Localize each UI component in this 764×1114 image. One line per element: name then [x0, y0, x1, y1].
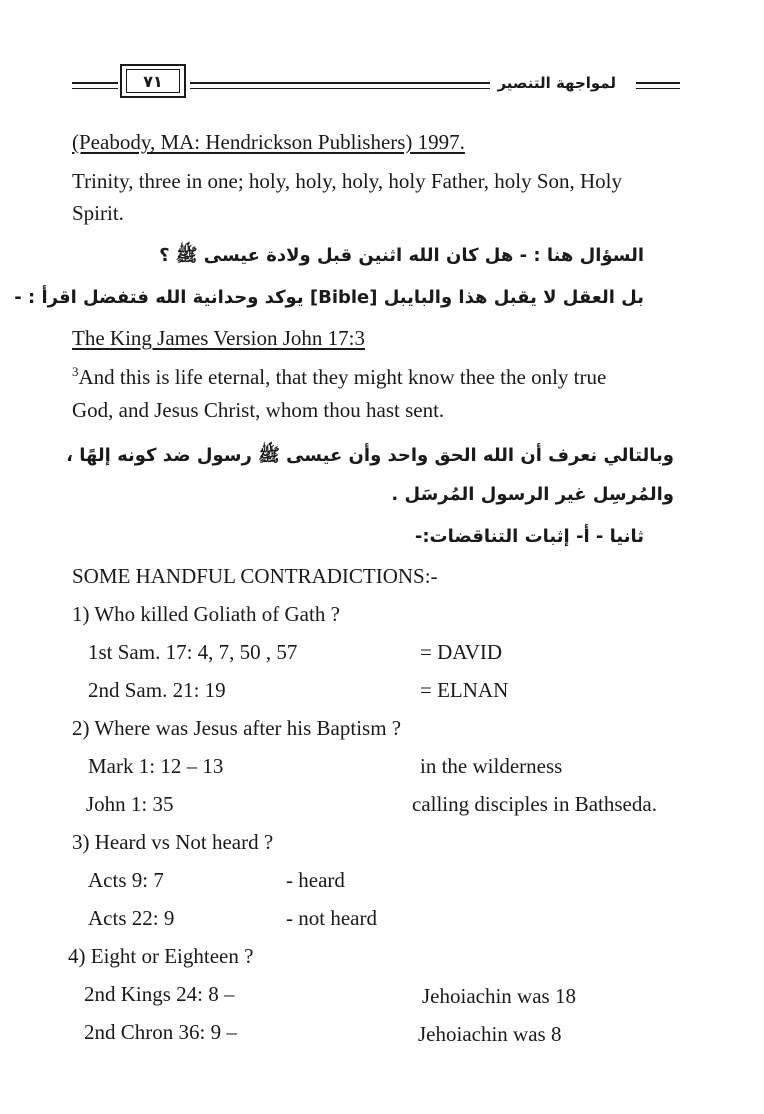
verse-text-1: And this is life eternal, that they might know thee the only true	[78, 365, 607, 389]
running-title: لمواجهة التنصير	[497, 74, 616, 92]
reference: John 1: 35	[86, 792, 174, 816]
answer: Jehoiachin was 8	[418, 1022, 562, 1046]
reference: 2nd Kings 24: 8 –	[84, 982, 235, 1006]
verse-line-2: God, and Jesus Christ, whom thou hast sent.	[72, 398, 445, 422]
answer: in the wilderness	[420, 754, 563, 778]
question-arabic: السؤال هنا : - هل كان الله اثنين قبل ولادة عيسى ﷺ ؟	[159, 245, 644, 266]
page-number-box	[120, 64, 186, 98]
reference: Mark 1: 12 – 13	[88, 754, 224, 778]
answer: - heard	[286, 868, 345, 892]
conclusion-arabic-2: والمُرسِل غير الرسول المُرسَل .	[391, 484, 674, 505]
answer: = ELNAN	[420, 678, 509, 702]
conclusion-arabic-1: وبالتالي نعرف أن الله الحق واحد وأن عيسى ﷺ رسول ضد كونه إلهًا ،	[66, 445, 674, 466]
reference: Acts 9: 7	[88, 868, 164, 892]
answer: Jehoiachin was 18	[422, 984, 576, 1008]
page-number: ٧١	[126, 69, 180, 93]
contradiction-question: 1) Who killed Goliath of Gath ?	[72, 602, 340, 626]
answer: - not heard	[286, 906, 377, 930]
trinity-line-2: Spirit.	[72, 201, 124, 225]
section-heading-arabic: ثانيا - أ- إثبات التناقضات:-	[414, 526, 644, 547]
reference: 2nd Chron 36: 9 –	[84, 1020, 237, 1044]
contradiction-question: 3) Heard vs Not heard ?	[72, 830, 274, 854]
header-rule-mid-bottom	[190, 88, 490, 89]
reference: 1st Sam. 17: 4, 7, 50 , 57	[88, 640, 298, 664]
answer: calling disciples in Bathseda.	[412, 792, 657, 816]
kjv-reference: The King James Version John 17:3	[72, 326, 366, 350]
verse-line-1	[72, 364, 606, 390]
verse-number: 3	[72, 364, 79, 379]
section-heading-english: SOME HANDFUL CONTRADICTIONS:-	[72, 564, 438, 588]
header-rule-right-bottom	[636, 88, 680, 89]
reason-arabic: بل العقل لا يقبل هذا والبايبل [Bible] يوكد وحدانية الله فتفضل اقرأ : -	[14, 287, 644, 308]
header-rule-mid-top	[190, 82, 490, 84]
header-rule-right-top	[636, 82, 680, 84]
header-rule-left-bottom	[72, 88, 118, 89]
trinity-line-1: Trinity, three in one; holy, holy, holy, holy Father, holy Son, Holy	[72, 169, 622, 193]
citation: (Peabody, MA: Hendrickson Publishers) 1997.	[72, 130, 465, 154]
reference: 2nd Sam. 21: 19	[88, 678, 226, 702]
contradiction-question: 4) Eight or Eighteen ?	[68, 944, 254, 968]
header-rule-left-top	[72, 82, 118, 84]
answer: = DAVID	[420, 640, 503, 664]
reference: Acts 22: 9	[88, 906, 175, 930]
contradiction-question: 2) Where was Jesus after his Baptism ?	[72, 716, 402, 740]
